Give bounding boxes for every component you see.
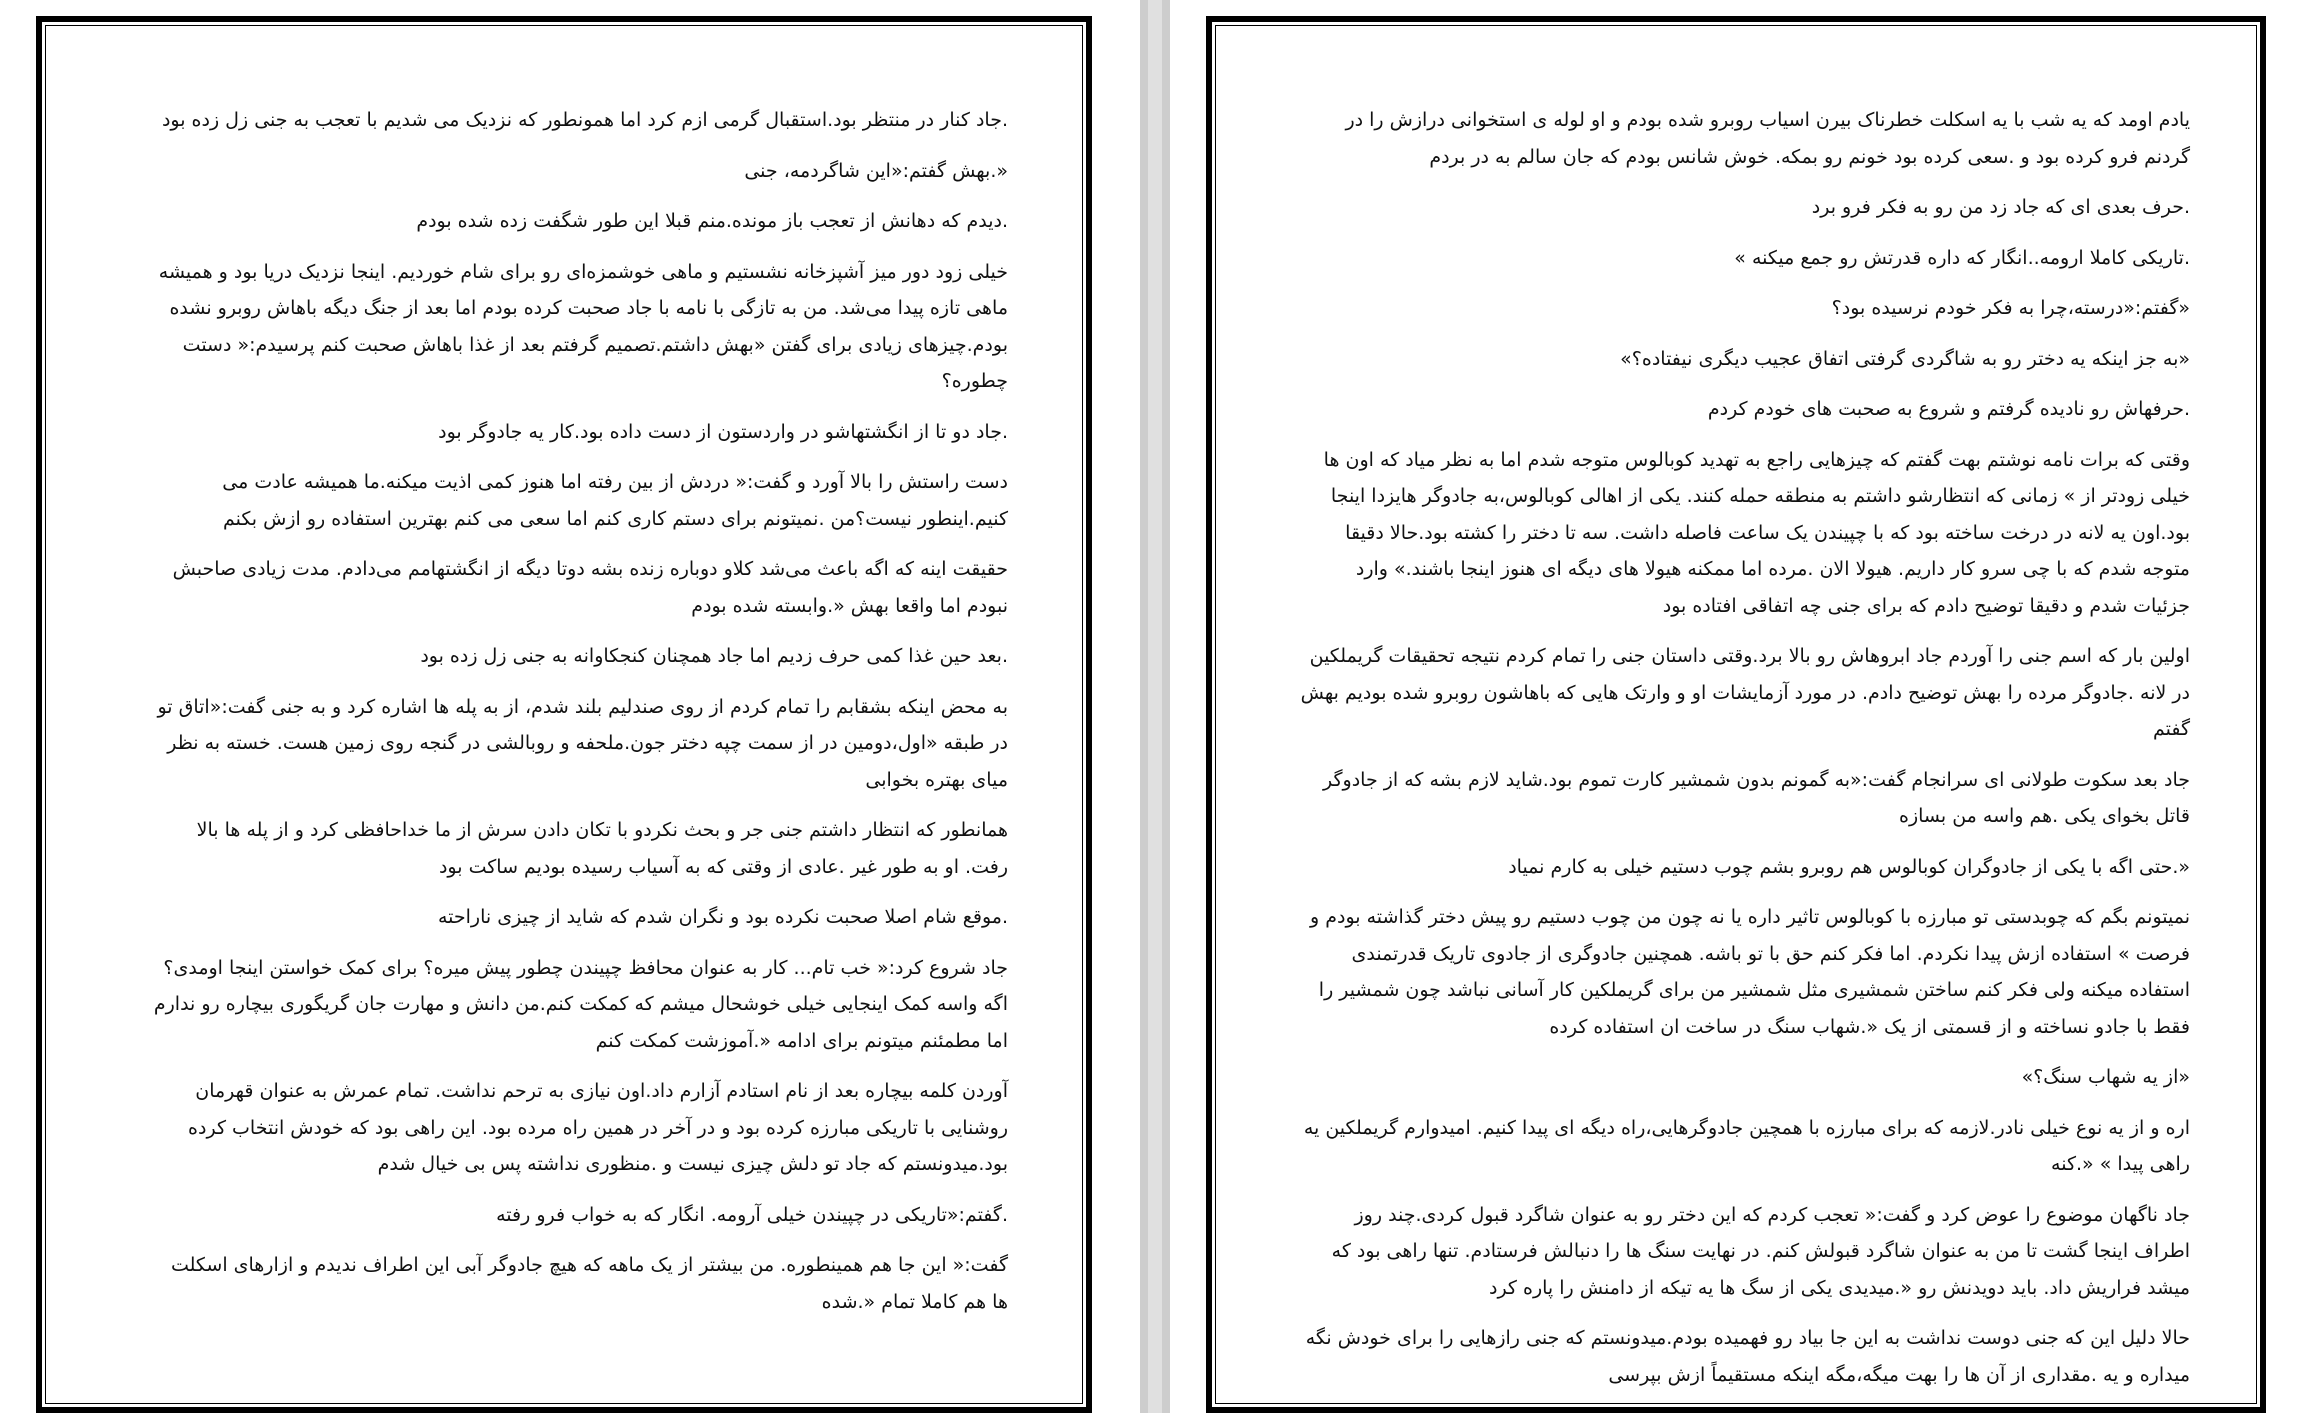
left-page-text bbox=[150, 102, 1008, 1334]
paragraph: وقتی که برات نامه نوشتم بهت گفتم که چیزهایی راجع به تهدید کوبالوس متوجه شدم اما به نظر میاد که اون ها خیلی زودتر از » زمانی که انتظارشو داشتم به منطقه حمله کنند. یکی از اهالی کوبالوس،به جادوگر هایزدا اینجا بود.اون یه لانه در درخت ساخته بود که با چپیندن یک ساعت فاصله داشت. سه تا دختر را کشته بود.حالا دقیقا متوجه شدم که با چی سرو کار داریم. هیولا الان .مرده اما ممکنه هیولا های دیگه ای هنوز اینجا باشند.» وارد جزئیات شدم و دقیقا توضیح دادم که برای جنی چه اتفاقی افتاده بود bbox=[1323, 448, 2190, 617]
paragraph: گفت:« این جا هم همینطوره. من بیشتر از یک ماهه که هیچ جادوگر آبی این اطراف ندیدم و ازارهای اسکلت ها هم کاملا تمام «.شده bbox=[170, 1254, 1008, 1313]
paragraph: حالا دلیل این که جنی دوست نداشت به این جا بیاد رو فهمیده بودم.میدونستم که جنی رازهایی را برای خودش نگه میداره و یه .مقداری از آن ها را بهت میگه،مگه اینکه مستقیماً ازش بپرسی bbox=[1305, 1327, 2190, 1386]
paragraph: حقیقت اینه که اگه باعث می‌شد کلاو دوباره زنده بشه دوتا دیگه از انگشتهامم می‌دادم. مدت زیادی صاحبش نبودم اما واقعا بهش «.وابسته شده بودم bbox=[172, 558, 1008, 617]
paragraph: «گفتم:«درسته،چرا به فکر خودم نرسیده بود؟ bbox=[1831, 297, 2190, 319]
page-gutter bbox=[1140, 0, 1170, 1413]
paragraph: «.بهش گفتم:«این شاگردمه، جنی bbox=[744, 159, 1008, 182]
paragraph: .گفتم:«تاریکی در چپیندن خیلی آرومه. انگار که به خواب فرو رفته bbox=[496, 1203, 1008, 1226]
paragraph: یادم اومد که یه شب با یه اسکلت خطرناک بیرن اسیاب روبرو شده بودم و او لوله ی استخوانی درازش را در گردنم فرو کرده بود و .سعی کرده بود خونم رو بمکه. خوش شانس بودم که جان سالم به در بردم bbox=[1345, 109, 2190, 168]
right-page bbox=[1170, 0, 2302, 1413]
paragraph: .موقع شام اصلا صحبت نکرده بود و نگران شدم که شاید از چیزی ناراحته bbox=[437, 906, 1008, 928]
paragraph: «از یه شهاب سنگ؟» bbox=[2021, 1066, 2190, 1088]
paragraph: .حرف بعدی ای که جاد زد من رو به فکر فرو برد bbox=[1811, 196, 2190, 218]
paragraph: اولین بار که اسم جنی را آوردم جاد ابروهاش رو بالا برد.وقتی داستان جنی را تمام کردم نتیجه تحقیقات گریملکین در لانه .جادوگر مرده را بهش توضیح دادم. در مورد آزمایشات او و وارتک هایی که باهاشون روبرو شده بودیم بهش گفتم bbox=[1300, 645, 2190, 740]
paragraph: .دیدم که دهانش از تعجب باز مونده.منم قبلا این طور شگفت زده شده بودم bbox=[416, 210, 1008, 232]
paragraph: .تاریکی کاملا ارومه..انگار که داره قدرتش رو جمع میکنه » bbox=[1734, 246, 2190, 269]
paragraph: «.حتی اگه با یکی از جادوگران کوبالوس هم روبرو بشم چوب دستیم خیلی به کارم نمیاد bbox=[1508, 855, 2190, 878]
paragraph: .جاد دو تا از انگشتهاشو در واردستون از دست داده بود.کار یه جادوگر بود bbox=[438, 420, 1008, 443]
paragraph: «به جز اینکه یه دختر رو به شاگردی گرفتی اتفاق عجیب دیگری نیفتاده؟» bbox=[1620, 347, 2190, 370]
paragraph: جاد ناگهان موضوع را عوض کرد و گفت:« تعجب کردم که این دختر رو به عنوان شاگرد قبول کردی.چند روز اطراف اینجا گشت تا من به عنوان شاگرد قبولش کنم. در نهایت سنگ ها را دنبالش فرستادم. تنها راهی بود که میشد فراریش داد. باید دویدنش رو «.میدیدی یکی از سگ ها یه تیکه از دامنش را پاره کرد bbox=[1331, 1203, 2190, 1299]
paragraph: .جاد کنار در منتظر بود.استقبال گرمی ازم کرد اما همونطور که نزدیک می شدیم با تعجب به جنی زل زده بود bbox=[161, 109, 1008, 131]
paragraph: خیلی زود دور میز آشپزخانه نشستیم و ماهی خوشمزه‌ای رو برای شام خوردیم. اینجا نزدیک دریا بود و همیشه ماهی تازه پیدا می‌شد. من به تازگی با نامه با جاد صحبت کرده بودم اما بعد از جنگ دیگه باهاش روبرو نشده بودم.چیزهای زیادی برای گفتن «بهش داشتم.تصمیم گرفتم بعد از غذا باهاش صحبت کنم پرسیدم:« دستت چطوره؟ bbox=[158, 260, 1008, 392]
paragraph: آوردن کلمه بیچاره بعد از نام استادم آزارم داد.اون نیازی به ترحم نداشت. تمام عمرش به عنوان قهرمان روشنایی با تاریکی مبارزه کرده بود و در آخر در همین راه مرده بود. این راهی بود که خودش انتخاب کرده بود.میدونستم که جاد تو دلش چیزی نیست و .منظوری نداشته پس بی خیال شدم bbox=[188, 1080, 1008, 1175]
paragraph: به محض اینکه بشقابم را تمام کردم از روی صندلیم بلند شدم، از به پله ها اشاره کرد و به جنی گفت:«اتاق تو در طبقه «اول،دومین در از سمت چپه دختر جون.ملحفه و روبالشی در گنجه روی زمین هست. خسته به نظر میای بهتره بخوابی bbox=[157, 695, 1008, 791]
paragraph: .حرفهاش رو نادیده گرفتم و شروع به صحبت های خودم کردم bbox=[1707, 398, 2190, 420]
left-page bbox=[0, 0, 1140, 1413]
paragraph: همانطور که انتظار داشتم جنی جر و بحث نکردو با تکان دادن سرش از ما خداحافظی کرد و از پله ها بالا رفت. او به طور غیر .عادی از وقتی که به آسیاب رسیده بودیم ساکت بود bbox=[196, 819, 1008, 878]
paragraph: اره و از یه نوع خیلی نادر.لازمه که برای مبارزه با همچین جادوگرهایی،راه دیگه ای پیدا کنیم. امیدوارم گریملکین یه راهی پیدا » «.کنه bbox=[1303, 1116, 2190, 1175]
paragraph: نمیتونم بگم که چوبدستی تو مبارزه با کوبالوس تاثیر داره یا نه چون من چوب دستیم رو پیش دختر گذاشته بودم و فرصت » استفاده ازش پیدا نکردم. اما فکر کنم حق با تو باشه. همچنین جادوگری از جادوی تاریک قدرتمندی استفاده میکنه ولی فکر کنم ساختن شمشیری مثل شمشیر من برای گریملکین کار آسانی نباشد چون شمشیر را فقط با جادو نساخته و از قسمتی از یک «.شهاب سنگ در ساخت ان استفاده کرده bbox=[1310, 906, 2190, 1038]
paragraph: دست راستش را بالا آورد و گفت:« دردش از بین رفته اما هنوز کمی اذیت میکنه.ما همیشه عادت می کنیم.اینطور نیست؟من .نمیتونم برای دستم کاری کنم اما سعی می کنم بهترین استفاده رو ازش بکنم bbox=[222, 471, 1008, 530]
paragraph: جاد شروع کرد:« خب تام... کار به عنوان محافظ چپیندن چطور پیش میره؟ برای کمک خواستن اینجا اومدی؟ اگه واسه کمک اینجایی خیلی خوشحال میشم که کمکت کنم.من دانش و مهارت جان گریگوری بیچاره رو ندارم اما مطمئنم میتونم برای ادامه «.آموزشت کمکت کنم bbox=[153, 956, 1008, 1052]
paragraph: جاد بعد سکوت طولانی ای سرانجام گفت:«به گمونم بدون شمشیر کارت تموم بود.شاید لازم بشه که از جادوگر قاتل بخوای یکی .هم واسه من بسازه bbox=[1322, 768, 2190, 827]
paragraph: .بعد حین غذا کمی حرف زدیم اما جاد همچنان کنجکاوانه به جنی زل زده بود bbox=[420, 645, 1008, 667]
right-page-text bbox=[1300, 102, 2190, 1407]
